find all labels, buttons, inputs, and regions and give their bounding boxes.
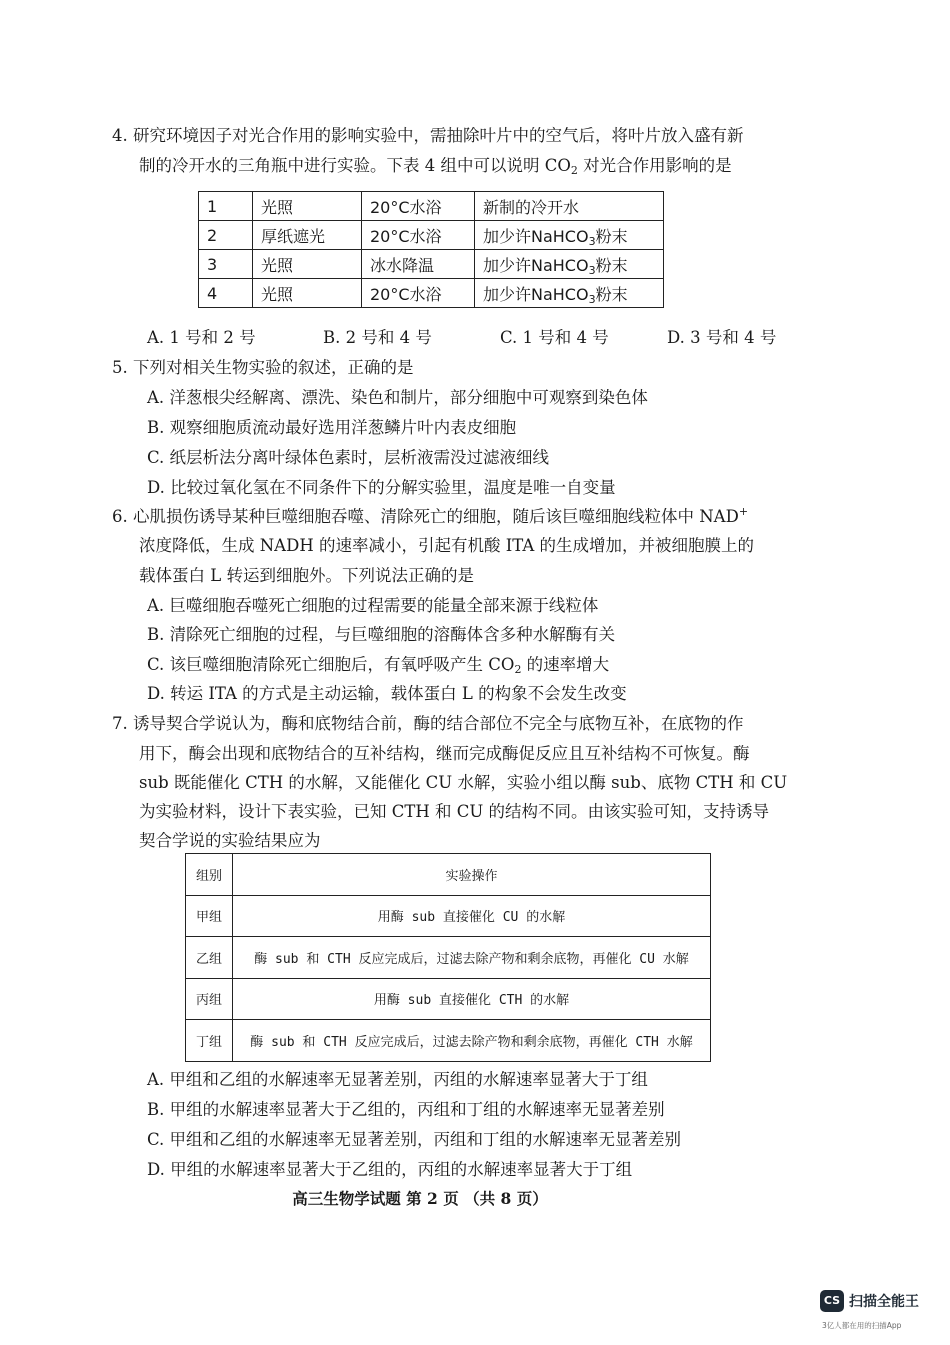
q7-cell-group: 丁组	[186, 1020, 233, 1062]
scanner-logo-icon: CS	[820, 1290, 844, 1312]
q7-stem-line2: 用下，酶会出现和底物结合的互补结构，继而完成酶促反应且互补结构不可恢复。酶	[139, 744, 750, 763]
table-header-row	[186, 854, 711, 896]
q4-cell-water-text: 加少许NaHCO	[483, 284, 589, 304]
q4-cell-light: 厚纸遮光	[253, 221, 362, 250]
q5-stem: 5. 下列对相关生物实验的叙述，正确的是	[112, 358, 414, 377]
q7-option-d[interactable]: D. 甲组的水解速率显著大于乙组的，丙组的水解速率显著大于丁组	[147, 1160, 633, 1179]
q7-option-a[interactable]: A. 甲组和乙组的水解速率无显著差别，丙组的水解速率显著大于丁组	[147, 1070, 648, 1089]
scanner-watermark-subtitle: 3亿人都在用的扫描App	[822, 1321, 902, 1330]
q4-option-d[interactable]: D. 3 号和 4 号	[667, 328, 777, 347]
q6-co2-subscript: 2	[514, 663, 522, 676]
q4-cell-water-text: 加少许NaHCO	[483, 255, 589, 275]
q4-cell-water: 新制的冷开水	[475, 192, 664, 221]
table-row	[199, 192, 664, 221]
q6-stem-line1-text: 6. 心肌损伤诱导某种巨噬细胞吞噬、清除死亡的细胞，随后该巨噬细胞线粒体中 NAD	[112, 507, 739, 526]
q4-co2-subscript: 2	[570, 164, 578, 177]
q4-cell-light: 光照	[253, 250, 362, 279]
q4-cell-water	[475, 279, 664, 308]
table-row	[186, 895, 711, 937]
q4-stem-line2-text-end: 对光合作用影响的是	[577, 156, 732, 175]
q4-cell-number: 2	[199, 221, 253, 250]
q6-option-a[interactable]: A. 巨噬细胞吞噬死亡细胞的过程需要的能量全部来源于线粒体	[147, 596, 599, 615]
q4-cell-temp: 20°C水浴	[362, 279, 475, 308]
page-footer: 高三生物学试题 第 2 页 （共 8 页）	[292, 1189, 548, 1208]
q4-option-a[interactable]: A. 1 号和 2 号	[147, 328, 256, 347]
q5-option-d[interactable]: D. 比较过氧化氢在不同条件下的分解实验里，温度是唯一自变量	[147, 478, 616, 497]
table-row	[199, 279, 664, 308]
q4-stem-line2-text: 制的冷开水的三角瓶中进行实验。下表 4 组中可以说明 CO	[139, 156, 571, 175]
q7-cell-operation: 酶 sub 和 CTH 反应完成后，过滤去除产物和剩余底物，再催化 CU 水解	[233, 937, 711, 979]
table-row	[186, 937, 711, 979]
q7-header-operation: 实验操作	[233, 854, 711, 896]
q6-stem-line3: 载体蛋白 L 转运到细胞外。下列说法正确的是	[139, 566, 474, 585]
q7-cell-group: 甲组	[186, 895, 233, 937]
q4-cell-number: 1	[199, 192, 253, 221]
q4-cell-number: 3	[199, 250, 253, 279]
q7-stem-line1: 7. 诱导契合学说认为，酶和底物结合前，酶的结合部位不完全与底物互补，在底物的作	[112, 714, 744, 733]
table-row	[186, 1020, 711, 1062]
q4-cell-temp: 20°C水浴	[362, 221, 475, 250]
q7-stem-line5: 契合学说的实验结果应为	[139, 831, 321, 850]
table-row	[199, 221, 664, 250]
q4-cell-light: 光照	[253, 279, 362, 308]
q4-cell-water-text-end: 粉末	[595, 284, 628, 304]
table-row	[186, 978, 711, 1020]
q7-header-group: 组别	[186, 854, 233, 896]
q4-table	[198, 191, 664, 308]
q7-cell-operation: 用酶 sub 直接催化 CU 的水解	[233, 895, 711, 937]
q4-cell-water-subscript: 3	[588, 234, 596, 248]
q4-cell-water-text-end: 粉末	[595, 255, 628, 275]
q4-option-c[interactable]: C. 1 号和 4 号	[500, 328, 609, 347]
q4-stem-line2	[139, 155, 732, 177]
q6-option-b[interactable]: B. 清除死亡细胞的过程，与巨噬细胞的溶酶体含多种水解酶有关	[147, 625, 616, 644]
q4-option-b[interactable]: B. 2 号和 4 号	[323, 328, 432, 347]
q7-cell-operation: 用酶 sub 直接催化 CTH 的水解	[233, 978, 711, 1020]
q7-option-c[interactable]: C. 甲组和乙组的水解速率无显著差别，丙组和丁组的水解速率无显著差别	[147, 1130, 682, 1149]
q5-option-a[interactable]: A. 洋葱根尖经解离、漂洗、染色和制片，部分细胞中可观察到染色体	[147, 388, 648, 407]
q5-option-b[interactable]: B. 观察细胞质流动最好选用洋葱鳞片叶内表皮细胞	[147, 418, 517, 437]
q6-option-d[interactable]: D. 转运 ITA 的方式是主动运输，载体蛋白 L 的构象不会发生改变	[147, 684, 627, 703]
q4-cell-water-subscript: 3	[588, 263, 596, 277]
q4-cell-light: 光照	[253, 192, 362, 221]
table-row	[199, 250, 664, 279]
q7-cell-group: 乙组	[186, 937, 233, 979]
q5-option-c[interactable]: C. 纸层析法分离叶绿体色素时，层析液需没过滤液细线	[147, 448, 550, 467]
q4-cell-water-subscript: 3	[588, 292, 596, 306]
q4-cell-water	[475, 221, 664, 250]
q6-option-c[interactable]	[147, 654, 609, 676]
q4-cell-water-text-end: 粉末	[595, 226, 628, 246]
q7-table	[185, 853, 711, 1062]
q7-stem-line4: 为实验材料，设计下表实验，已知 CTH 和 CU 的结构不同。由该实验可知，支持诱导	[139, 802, 770, 821]
q7-stem-line3: sub 既能催化 CTH 的水解，又能催化 CU 水解，实验小组以酶 sub、底物 CTH 和 CU	[139, 773, 788, 792]
scanner-watermark-title: 扫描全能王	[849, 1294, 919, 1310]
q6-nad-superscript: +	[738, 505, 749, 518]
q6-stem-line1	[112, 506, 748, 528]
q7-cell-group: 丙组	[186, 978, 233, 1020]
q4-cell-temp: 冰水降温	[362, 250, 475, 279]
q7-option-b[interactable]: B. 甲组的水解速率显著大于乙组的，丙组和丁组的水解速率无显著差别	[147, 1100, 665, 1119]
q4-cell-water	[475, 250, 664, 279]
q6-option-c-text-end: 的速率增大	[521, 655, 610, 674]
q4-stem-line1: 4. 研究环境因子对光合作用的影响实验中，需抽除叶片中的空气后，将叶片放入盛有新	[112, 126, 744, 145]
q4-cell-water-text: 加少许NaHCO	[483, 226, 589, 246]
q6-option-c-text: C. 该巨噬细胞清除死亡细胞后，有氧呼吸产生 CO	[147, 655, 515, 674]
q7-cell-operation: 酶 sub 和 CTH 反应完成后，过滤去除产物和剩余底物，再催化 CTH 水解	[233, 1020, 711, 1062]
q4-cell-number: 4	[199, 279, 253, 308]
q6-stem-line2: 浓度降低，生成 NADH 的速率减小，引起有机酸 ITA 的生成增加，并被细胞膜上的	[139, 536, 754, 555]
q4-cell-temp: 20°C水浴	[362, 192, 475, 221]
